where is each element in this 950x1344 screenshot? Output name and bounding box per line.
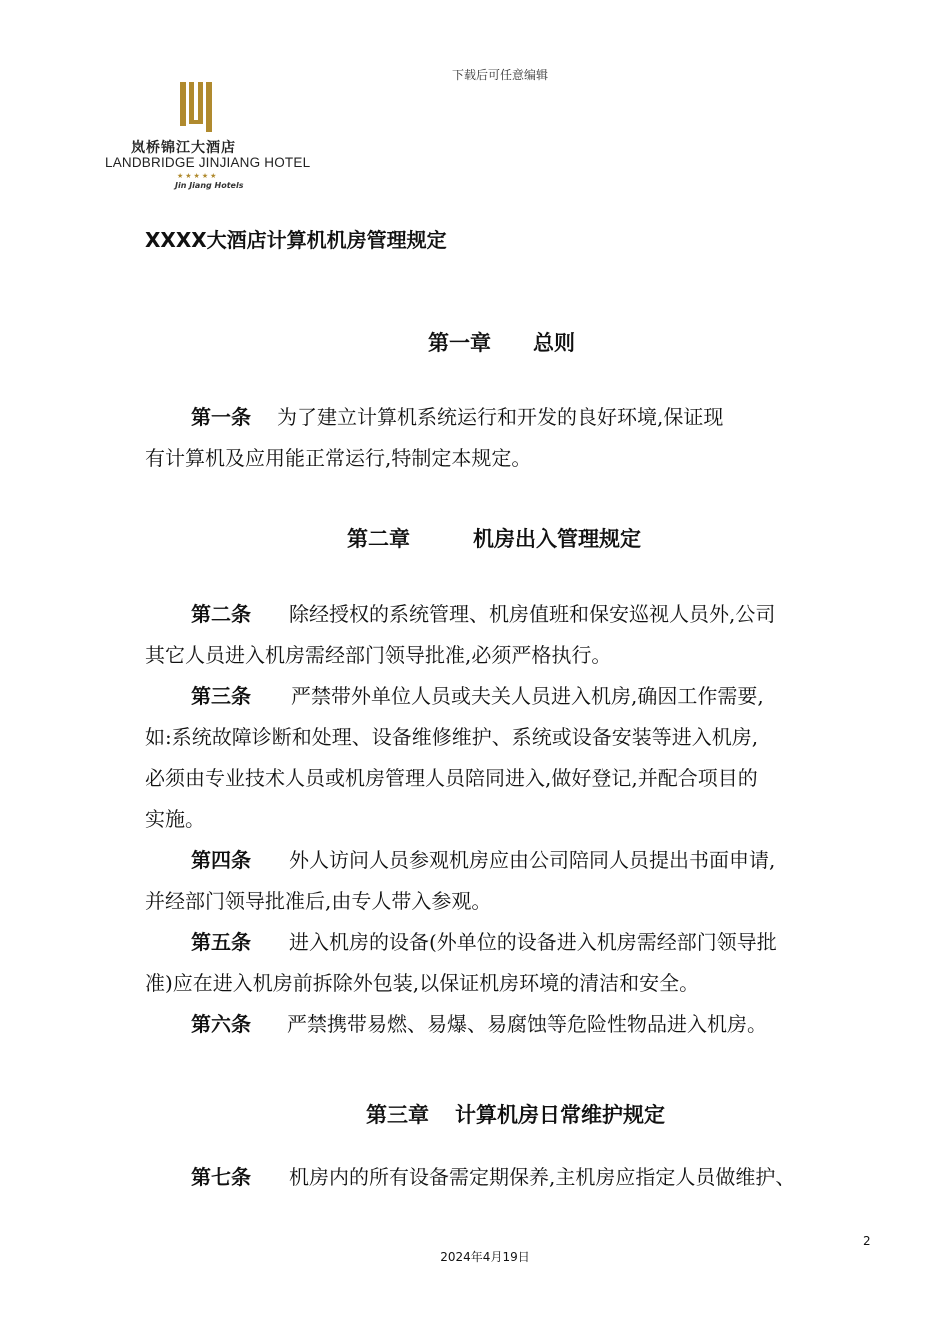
article-4-line-2: 并经部门领导批准后,由专人带入参观。: [145, 889, 492, 913]
jj-logo-mark-icon: [180, 82, 214, 134]
article-3-line-3: 必须由专业技术人员或机房管理人员陪同进入,做好登记,并配合项目的: [145, 766, 758, 790]
logo-brand: Jin Jiang Hotels: [175, 181, 244, 190]
article-6-label: 第六条: [191, 1012, 251, 1036]
chapter-3-label: 第三章: [366, 1103, 429, 1127]
article-1-line-2: 有计算机及应用能正常运行,特制定本规定。: [145, 446, 532, 470]
article-5: [145, 922, 875, 1004]
article-2: [145, 594, 875, 676]
article-3: [145, 676, 875, 840]
article-5-line-1: 进入机房的设备(外单位的设备进入机房需经部门领导批: [289, 930, 777, 954]
article-2-line-1: 除经授权的系统管理、机房值班和保安巡视人员外,公司: [289, 602, 776, 626]
article-7-label: 第七条: [191, 1165, 251, 1189]
chapter-2-label: 第二章: [347, 527, 410, 551]
article-3-label: 第三条: [191, 684, 251, 708]
article-3-line-2: 如:系统故障诊断和处理、设备维修维护、系统或设备安装等进入机房,: [145, 725, 759, 749]
chapter-3-name: 计算机房日常维护规定: [455, 1103, 665, 1127]
article-1-line-1: 为了建立计算机系统运行和开发的良好环境,保证现: [277, 405, 724, 429]
footer-date: 2024年4月19日: [440, 1250, 530, 1264]
document-title: XXXX大酒店计算机机房管理规定: [145, 228, 447, 252]
article-3-line-4: 实施。: [145, 807, 205, 831]
logo-english-name: LANDBRIDGE JINJIANG HOTEL: [105, 155, 311, 170]
article-5-label: 第五条: [191, 930, 251, 954]
article-2-line-2: 其它人员进入机房需经部门领导批准,必须严格执行。: [145, 643, 612, 667]
chapter-1-name: 总则: [533, 331, 575, 355]
page-number: 2: [863, 1234, 871, 1248]
article-7: [145, 1157, 875, 1198]
article-4-line-1: 外人访问人员参观机房应由公司陪同人员提出书面申请,: [289, 848, 776, 872]
article-2-label: 第二条: [191, 602, 251, 626]
article-1: [145, 397, 875, 479]
article-6: [145, 1004, 875, 1045]
chapter-2-name: 机房出入管理规定: [473, 527, 641, 551]
article-4: [145, 840, 875, 922]
article-7-line-1: 机房内的所有设备需定期保养,主机房应指定人员做维护、: [289, 1165, 796, 1189]
chapter-1-label: 第一章: [428, 331, 491, 355]
logo-chinese-name: 岚桥锦江大酒店: [131, 140, 236, 156]
logo-stars: ★★★★★: [177, 172, 219, 180]
article-1-label: 第一条: [191, 405, 251, 429]
header-note: 下载后可任意编辑: [451, 68, 548, 82]
article-5-line-2: 准)应在进入机房前拆除外包装,以保证机房环境的清洁和安全。: [145, 971, 700, 995]
article-4-label: 第四条: [191, 848, 251, 872]
chapter-2-heading: [347, 523, 641, 553]
chapter-1-heading: [428, 327, 575, 357]
hotel-logo: [105, 82, 311, 192]
article-6-line-1: 严禁携带易燃、易爆、易腐蚀等危险性物品进入机房。: [287, 1012, 767, 1036]
chapter-3-heading: [366, 1099, 665, 1129]
article-3-line-1: 严禁带外单位人员或夫关人员进入机房,确因工作需要,: [291, 684, 764, 708]
